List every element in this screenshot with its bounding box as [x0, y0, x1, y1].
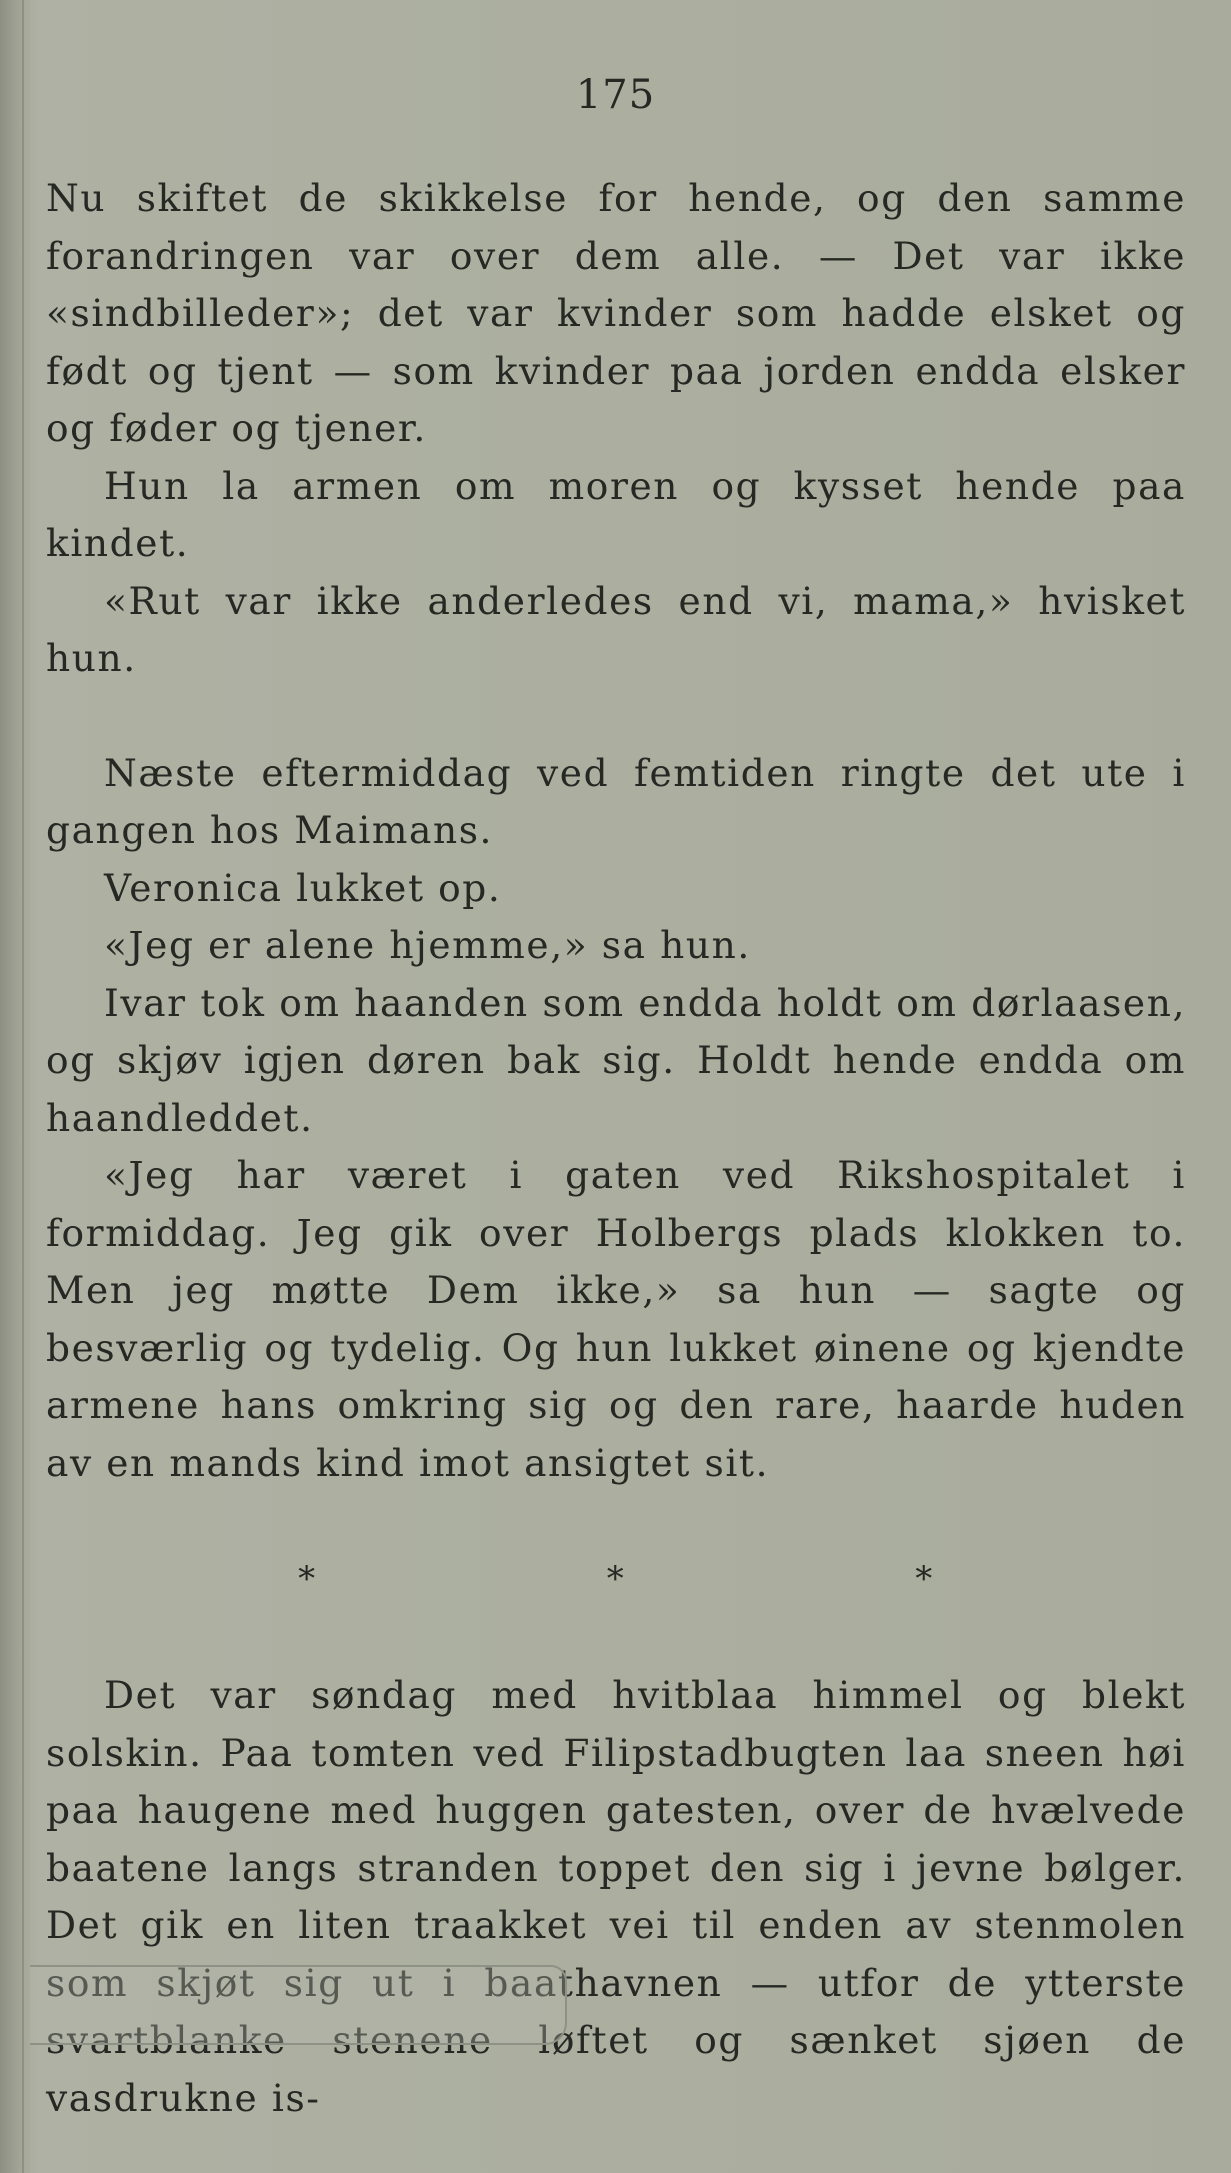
paragraph: Næste eftermiddag ved femtiden ringte det ute i gangen hos Maimans.: [46, 750, 1186, 852]
blank-line: [46, 688, 1186, 745]
paragraph: «Jeg har været i gaten ved Rikshospitalet i formiddag. Jeg gik over Holbergs plads klokken to. Men jeg møtte Dem ikke,» sa hun — sagte og besværlig og tydelig. Og hun lukket øinene og kjendte armene hans omkring sig og den rare, haarde huden av en mands kind imot ansigtet sit.: [46, 1153, 1186, 1485]
paragraph: Ivar tok om haanden som endda holdt om dørlaasen, og skjøv igjen døren bak sig. Holdt hende endda om haandleddet.: [46, 980, 1186, 1140]
asterisk-ornament: *: [606, 1558, 626, 1599]
page-gutter: [0, 0, 30, 2173]
paragraph: «Rut var ikke anderledes end vi, mama,» hvisket hun.: [46, 578, 1186, 680]
page-number: 175: [575, 72, 656, 118]
section-break: [46, 1492, 1186, 1667]
library-tab-mark: [30, 1965, 567, 2045]
paragraph: Hun la armen om moren og kysset hende paa kindet.: [46, 463, 1186, 565]
paragraph: Det var søndag med hvitblaa himmel og blekt solskin. Paa tomten ved Filipstadbugten laa sneen høi paa haugene med huggen gatesten, over de hvælvede baatene langs stranden toppet den sig i jevne bølger. Det gik en liten traakket vei til enden av stenmolen som skjøt sig ut i baathavnen — utfor de ytterste svartblanke stenene løftet og sænket sjøen de vasdrukne is-: [46, 1673, 1186, 2120]
binding-shadow: [22, 0, 24, 2173]
paragraph: «Jeg er alene hjemme,» sa hun.: [104, 923, 751, 967]
paragraph: Veronica lukket op.: [104, 865, 502, 910]
asterisk-ornament: *: [298, 1558, 317, 1599]
body-text: [46, 170, 1186, 2127]
asterisk-ornament: *: [915, 1558, 934, 1599]
paragraph: Nu skiftet de skikkelse for hende, og den samme forandringen var over dem alle. — Det var ikke «sindbilleder»; det var kvinder som hadde elsket og født og tjent — som kvinder paa jorden endda elsker og føder og tjener.: [46, 176, 1186, 450]
